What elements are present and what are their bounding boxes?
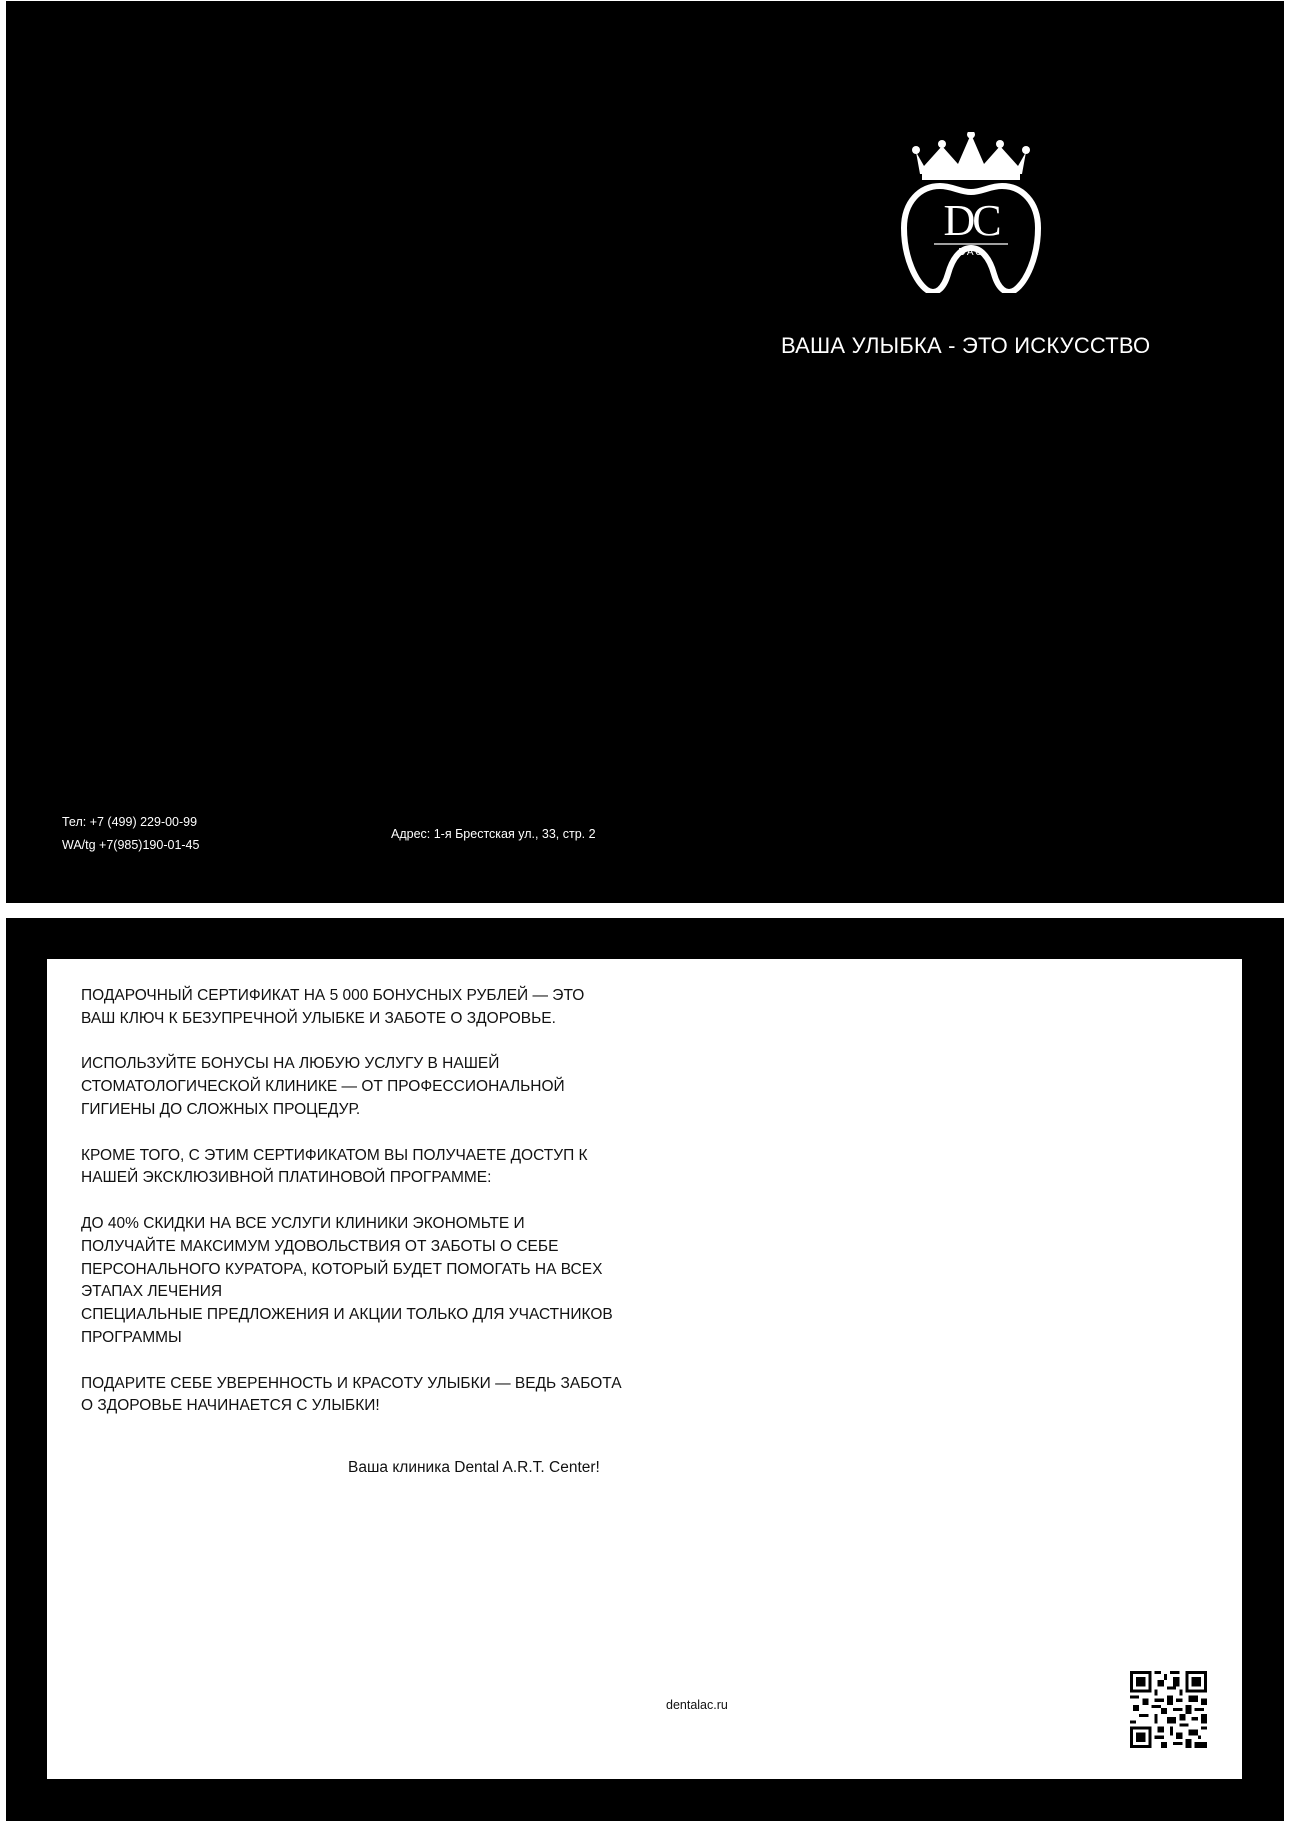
text-line: ДО 40% СКИДКИ НА ВСЕ УСЛУГИ КЛИНИКИ ЭКОНОМЬТЕ И (81, 1214, 525, 1232)
certificate-back (6, 918, 1284, 1821)
website-link[interactable]: dentalac.ru (666, 1698, 728, 1712)
paragraph-bonus-usage (81, 1053, 641, 1121)
logo-subtext: DAC (958, 247, 984, 258)
text-line: ЭТАПАХ ЛЕЧЕНИЯ (81, 1283, 223, 1301)
paragraph-intro (81, 985, 641, 1031)
whatsapp-number: WA/tg +7(985)190-01-45 (62, 838, 200, 852)
text-line: ПОДАРИТЕ СЕБЕ УВЕРЕННОСТЬ И КРАСОТУ УЛЫБКИ — ВЕДЬ ЗАБОТА (81, 1374, 622, 1392)
phone-number: Тел: +7 (499) 229-00-99 (62, 815, 198, 829)
text-line: СПЕЦИАЛЬНЫЕ ПРЕДЛОЖЕНИЯ И АКЦИИ ТОЛЬКО ДЛЯ УЧАСТНИКОВ (81, 1306, 613, 1324)
text-line: О ЗДОРОВЬЕ НАЧИНАЕТСЯ С УЛЫБКИ! (81, 1397, 380, 1415)
text-line: ИСПОЛЬЗУЙТЕ БОНУСЫ НА ЛЮБУЮ УСЛУГУ В НАШЕЙ (81, 1055, 500, 1073)
clinic-signature: Ваша клиника Dental A.R.T. Center! (348, 1459, 600, 1476)
text-line: ПОДАРОЧНЫЙ СЕРТИФИКАТ НА 5 000 БОНУСНЫХ РУБЛЕЙ — ЭТО (81, 987, 585, 1004)
paragraph-benefits (81, 1213, 641, 1350)
text-line: КРОМЕ ТОГО, С ЭТИМ СЕРТИФИКАТОМ ВЫ ПОЛУЧАЕТЕ ДОСТУП К (81, 1146, 588, 1164)
tooth-crown-logo-icon (900, 132, 1042, 293)
certificate-body (81, 985, 641, 1441)
text-line: ПРОГРАММЫ (81, 1328, 182, 1346)
text-line: ПОЛУЧАЙТЕ МАКСИМУМ УДОВОЛЬСТВИЯ ОТ ЗАБОТЫ О СЕБЕ (81, 1237, 559, 1255)
certificate-front (6, 1, 1284, 903)
qr-code-icon[interactable] (1130, 1671, 1207, 1748)
certificate-card (47, 959, 1242, 1779)
paragraph-closing (81, 1373, 641, 1419)
paragraph-platinum-program (81, 1145, 641, 1191)
logo-monogram: DC (943, 196, 999, 245)
clinic-address: Адрес: 1-я Брестская ул., 33, стр. 2 (391, 827, 596, 841)
tagline: ВАША УЛЫБКА - ЭТО ИСКУССТВО (781, 333, 1151, 358)
text-line: СТОМАТОЛОГИЧЕСКОЙ КЛИНИКЕ — ОТ ПРОФЕССИОНАЛЬНОЙ (81, 1078, 565, 1096)
text-line: ГИГИЕНЫ ДО СЛОЖНЫХ ПРОЦЕДУР. (81, 1100, 361, 1118)
text-line: ПЕРСОНАЛЬНОГО КУРАТОРА, КОТОРЫЙ БУДЕТ ПОМОГАТЬ НА ВСЕХ (81, 1260, 603, 1278)
text-line: ВАШ КЛЮЧ К БЕЗУПРЕЧНОЙ УЛЫБКЕ И ЗАБОТЕ О ЗДОРОВЬЕ. (81, 1009, 556, 1027)
text-line: НАШЕЙ ЭКСКЛЮЗИВНОЙ ПЛАТИНОВОЙ ПРОГРАММЕ: (81, 1169, 492, 1187)
